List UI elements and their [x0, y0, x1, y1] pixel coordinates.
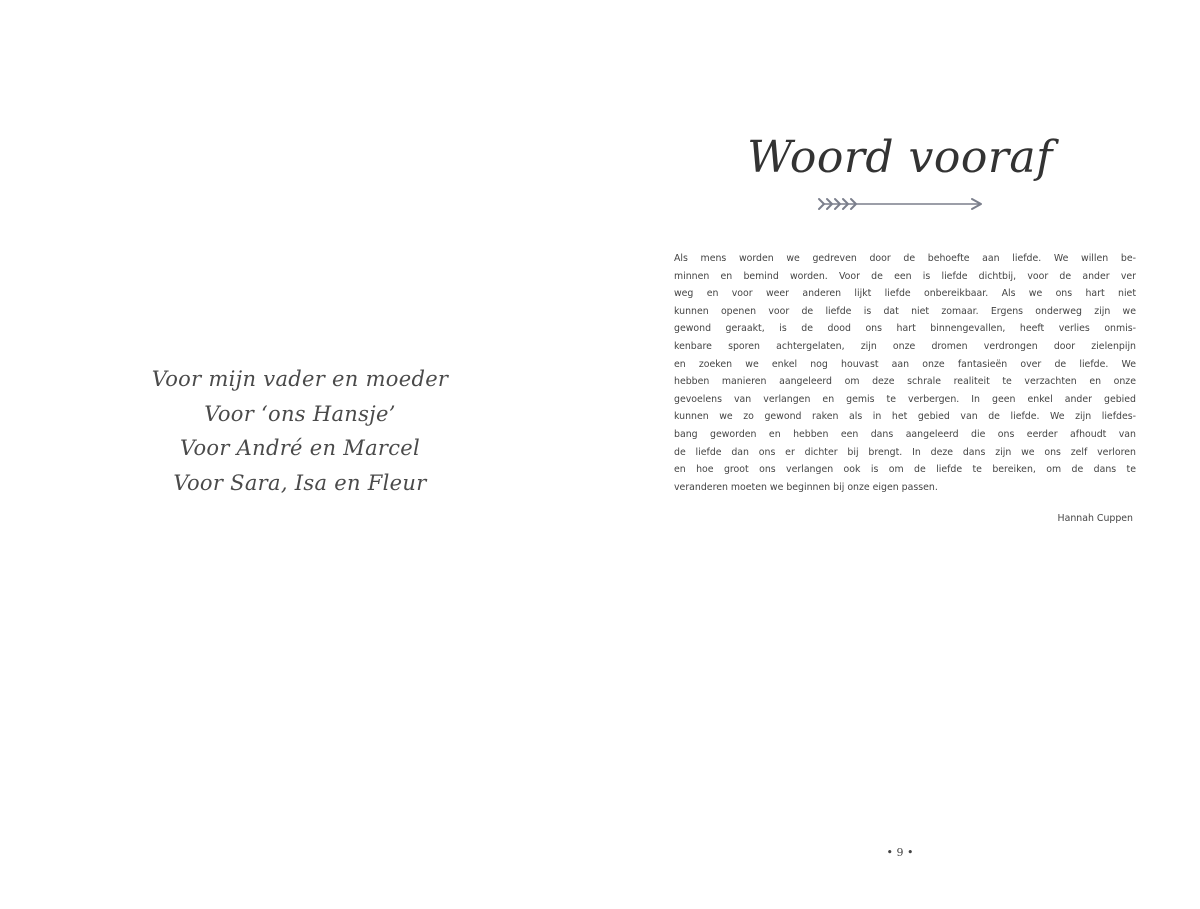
dedication — [100, 362, 500, 500]
right-page — [600, 0, 1200, 909]
foreword-line: de liefde dan ons er dichter bij brengt. In deze dans zijn we ons zelf verloren — [674, 446, 1136, 458]
foreword-line: gewond geraakt, is de dood ons hart binnengevallen, heeft verlies onmis- — [674, 323, 1136, 335]
dedication-line: Voor André en Marcel — [179, 436, 421, 460]
foreword-line: en hoe groot ons verlangen ook is om de liefde te bereiken, om de dans te — [674, 464, 1136, 476]
foreword-line: en zoeken we enkel nog houvast aan onze fantasieën over de liefde. We — [674, 358, 1136, 370]
foreword-line: bang geworden en hebben een dans aangeleerd die ons eerder afhoudt van — [674, 428, 1136, 440]
page-number: • 9 • — [886, 846, 914, 859]
foreword-line: minnen en bemind worden. Voor de een is liefde dichtbij, voor de ander ver — [674, 270, 1136, 282]
arrow-ornament-icon — [816, 194, 986, 214]
author-signature: Hannah Cuppen — [1057, 513, 1133, 524]
foreword-line: kenbare sporen achtergelaten, zijn onze dromen verdrongen door zielenpijn — [674, 340, 1136, 352]
foreword-line: veranderen moeten we beginnen bij onze eigen passen. — [674, 481, 938, 493]
dedication-line: Voor Sara, Isa en Fleur — [173, 470, 427, 495]
dedication-line: Voor ‘ons Hansje’ — [204, 401, 396, 426]
foreword-line: kunnen openen voor de liefde is dat niet zomaar. Ergens onderweg zijn we — [674, 305, 1136, 317]
foreword-text — [674, 250, 1136, 496]
dedication-line: Voor mijn vader en moeder — [151, 367, 449, 391]
foreword-line: gevoelens van verlangen en gemis te verbergen. In geen enkel ander gebied — [674, 393, 1136, 405]
foreword-line: hebben manieren aangeleerd om deze schrale realiteit te verzachten en onze — [674, 376, 1136, 388]
chapter-title: Woord vooraf — [747, 132, 1053, 183]
foreword-line: Als mens worden we gedreven door de behoefte aan liefde. We willen be- — [674, 253, 1136, 264]
foreword-line: weg en voor weer anderen lijkt liefde onbereikbaar. Als we ons hart niet — [674, 288, 1136, 300]
foreword-line: kunnen we zo gewond raken als in het gebied van de liefde. We zijn liefdes- — [674, 411, 1136, 423]
